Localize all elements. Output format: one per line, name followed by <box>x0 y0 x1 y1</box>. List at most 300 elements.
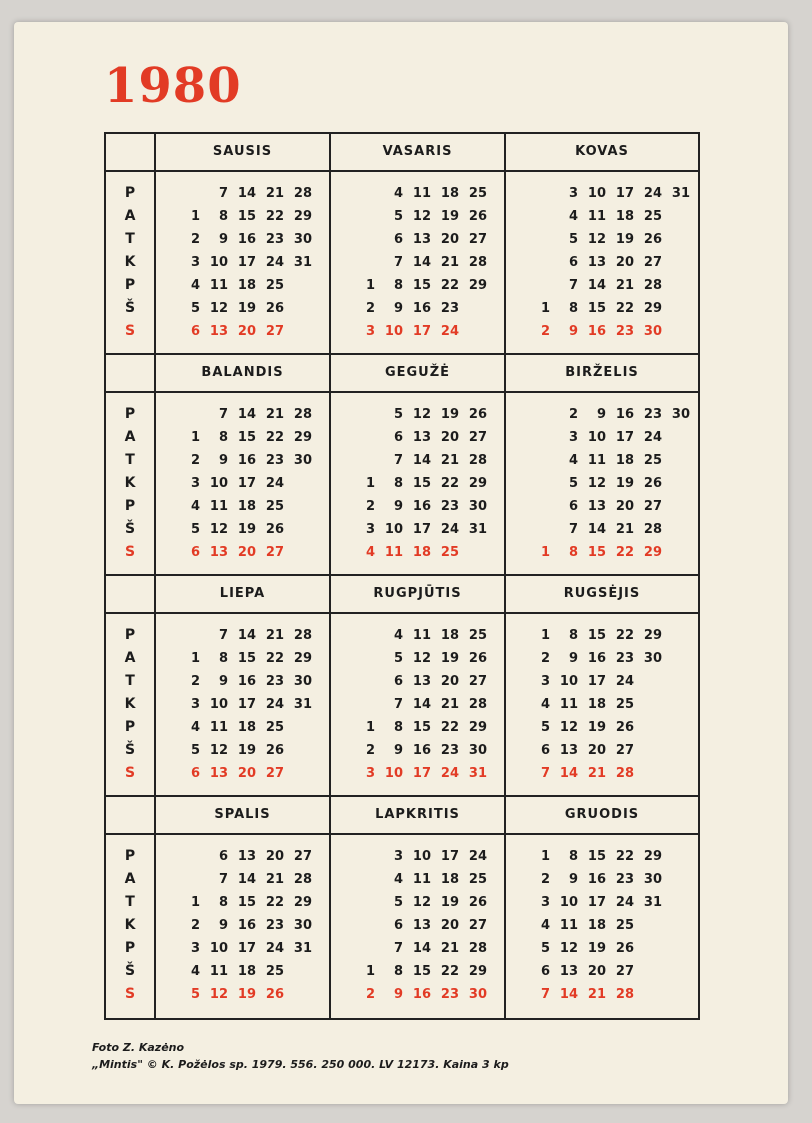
weekday-row <box>172 624 321 647</box>
day-number <box>172 403 200 426</box>
corner-cell <box>106 355 154 393</box>
weekday-letter: T <box>125 894 135 910</box>
weekday-row <box>172 297 321 320</box>
day-number: 20 <box>237 324 256 339</box>
day-number: 17 <box>615 186 634 201</box>
day-number: 1 <box>540 545 550 560</box>
day-number: 18 <box>412 545 431 560</box>
day-number <box>634 983 662 1006</box>
day-number <box>347 205 375 228</box>
day-number: 24 <box>440 522 459 537</box>
day-number: 28 <box>468 255 487 270</box>
day-number: 20 <box>615 255 634 270</box>
day-number: 27 <box>265 766 284 781</box>
day-number: 10 <box>384 766 403 781</box>
day-number: 7 <box>393 255 403 270</box>
day-number: 9 <box>393 743 403 758</box>
day-number: 2 <box>540 872 550 887</box>
day-number: 30 <box>643 872 662 887</box>
day-number: 19 <box>440 651 459 666</box>
day-number: 16 <box>587 872 606 887</box>
day-number: 11 <box>587 209 606 224</box>
day-number: 14 <box>412 453 431 468</box>
month-name: SAUSIS <box>156 134 329 172</box>
weekday-column <box>106 134 156 355</box>
day-number: 8 <box>568 849 578 864</box>
weekday-row <box>347 297 496 320</box>
day-number: 20 <box>440 430 459 445</box>
day-number: 20 <box>587 743 606 758</box>
day-number: 7 <box>540 987 550 1002</box>
day-number: 26 <box>643 232 662 247</box>
corner-cell <box>106 797 154 835</box>
day-number: 28 <box>643 522 662 537</box>
weekday-row <box>522 426 690 449</box>
weekday-letter: A <box>124 429 136 445</box>
day-number: 27 <box>615 964 634 979</box>
day-number: 27 <box>468 430 487 445</box>
day-number: 20 <box>265 849 284 864</box>
day-number: 11 <box>209 499 228 514</box>
day-number: 17 <box>412 766 431 781</box>
weekday-letter: P <box>124 277 136 293</box>
day-number <box>347 624 375 647</box>
day-number: 27 <box>468 232 487 247</box>
day-number: 19 <box>440 209 459 224</box>
day-number <box>347 182 375 205</box>
day-number: 19 <box>237 522 256 537</box>
day-number: 17 <box>440 849 459 864</box>
year-title: 1980 <box>104 58 242 114</box>
day-number: 19 <box>237 987 256 1002</box>
day-number: 17 <box>237 941 256 956</box>
day-number: 12 <box>587 232 606 247</box>
day-number: 3 <box>365 522 375 537</box>
day-number: 8 <box>393 278 403 293</box>
day-number: 25 <box>265 499 284 514</box>
day-number: 23 <box>615 872 634 887</box>
weekday-row <box>172 960 321 983</box>
day-number: 28 <box>468 697 487 712</box>
day-number: 25 <box>265 964 284 979</box>
day-number: 21 <box>265 872 284 887</box>
day-number: 23 <box>440 499 459 514</box>
weekday-row <box>522 274 690 297</box>
day-number: 14 <box>559 766 578 781</box>
day-number: 16 <box>412 499 431 514</box>
day-number: 16 <box>412 987 431 1002</box>
day-number <box>662 228 690 251</box>
day-number: 24 <box>440 766 459 781</box>
day-number: 29 <box>293 895 312 910</box>
day-number: 14 <box>587 522 606 537</box>
day-number: 26 <box>468 651 487 666</box>
day-number: 22 <box>440 476 459 491</box>
day-number <box>634 762 662 785</box>
month-days <box>506 614 698 785</box>
day-number: 17 <box>237 476 256 491</box>
day-number <box>284 762 312 785</box>
day-number: 5 <box>540 941 550 956</box>
weekday-row <box>347 518 496 541</box>
day-number: 6 <box>190 545 200 560</box>
day-number: 13 <box>209 766 228 781</box>
day-number: 30 <box>643 324 662 339</box>
day-number <box>172 624 200 647</box>
weekday-column <box>106 355 156 576</box>
day-number: 8 <box>218 895 228 910</box>
day-number: 30 <box>293 453 312 468</box>
weekday-row <box>172 647 321 670</box>
day-number: 15 <box>587 545 606 560</box>
weekday-row <box>347 403 496 426</box>
day-number: 28 <box>293 872 312 887</box>
month-days <box>156 614 329 785</box>
day-number: 22 <box>265 430 284 445</box>
day-number: 31 <box>293 255 312 270</box>
day-number: 20 <box>440 232 459 247</box>
day-number: 27 <box>468 918 487 933</box>
weekday-row <box>172 403 321 426</box>
weekday-row <box>172 693 321 716</box>
day-number: 16 <box>587 651 606 666</box>
weekday-row <box>172 518 321 541</box>
day-number: 29 <box>468 964 487 979</box>
day-number: 11 <box>587 453 606 468</box>
weekday-letter: P <box>124 719 136 735</box>
day-number <box>347 403 375 426</box>
day-number: 1 <box>190 651 200 666</box>
weekday-row <box>522 182 690 205</box>
day-number: 6 <box>218 849 228 864</box>
day-number: 19 <box>440 407 459 422</box>
day-number <box>522 426 550 449</box>
weekday-letter: Š <box>124 521 136 537</box>
day-number <box>662 205 690 228</box>
day-number <box>284 472 312 495</box>
day-number: 4 <box>190 720 200 735</box>
weekday-letter: A <box>124 650 136 666</box>
month-name: GRUODIS <box>506 797 698 835</box>
day-number: 7 <box>393 697 403 712</box>
weekday-letter: P <box>124 498 136 514</box>
day-number <box>634 739 662 762</box>
weekday-row <box>347 739 496 762</box>
day-number: 25 <box>615 918 634 933</box>
weekday-row <box>172 495 321 518</box>
weekday-row <box>522 320 690 343</box>
day-number: 19 <box>587 941 606 956</box>
day-number: 9 <box>568 324 578 339</box>
weekday-row <box>522 403 690 426</box>
day-number: 10 <box>209 255 228 270</box>
day-number <box>172 868 200 891</box>
day-number: 8 <box>218 430 228 445</box>
day-number: 28 <box>615 766 634 781</box>
day-number: 4 <box>393 628 403 643</box>
day-number: 23 <box>615 324 634 339</box>
day-number <box>284 983 312 1006</box>
day-number <box>284 739 312 762</box>
day-number <box>522 495 550 518</box>
day-number: 1 <box>365 476 375 491</box>
day-number <box>522 274 550 297</box>
day-number: 16 <box>237 918 256 933</box>
day-number: 9 <box>596 407 606 422</box>
day-number: 27 <box>643 499 662 514</box>
day-number: 16 <box>237 453 256 468</box>
day-number: 5 <box>393 407 403 422</box>
weekday-row <box>347 647 496 670</box>
day-number: 10 <box>587 430 606 445</box>
day-number: 16 <box>615 407 634 422</box>
weekday-row <box>347 495 496 518</box>
weekday-row <box>347 472 496 495</box>
day-number: 24 <box>265 941 284 956</box>
weekday-row <box>347 716 496 739</box>
day-number: 12 <box>412 209 431 224</box>
weekday-letter: Š <box>124 963 136 979</box>
day-number: 4 <box>393 186 403 201</box>
day-number: 1 <box>365 278 375 293</box>
day-number: 7 <box>393 941 403 956</box>
month-days <box>331 393 504 564</box>
day-number: 4 <box>540 697 550 712</box>
day-number: 21 <box>440 697 459 712</box>
weekday-row <box>347 541 496 564</box>
photo-credit: Foto Z. Kazėno <box>92 1041 185 1054</box>
day-number <box>347 647 375 670</box>
day-number: 18 <box>440 872 459 887</box>
day-number: 30 <box>671 407 690 422</box>
day-number <box>662 472 690 495</box>
day-number <box>284 716 312 739</box>
month-name: RUGSĖJIS <box>506 576 698 614</box>
day-number <box>634 937 662 960</box>
day-number: 23 <box>440 301 459 316</box>
day-number <box>284 297 312 320</box>
month-name: SPALIS <box>156 797 329 835</box>
day-number: 26 <box>468 407 487 422</box>
day-number: 3 <box>190 476 200 491</box>
day-number: 16 <box>237 674 256 689</box>
weekday-row <box>522 251 690 274</box>
day-number: 3 <box>190 941 200 956</box>
day-number <box>634 716 662 739</box>
month-name: LAPKRITIS <box>331 797 504 835</box>
day-number: 9 <box>393 987 403 1002</box>
day-number: 9 <box>218 918 228 933</box>
weekday-row <box>347 868 496 891</box>
day-number: 6 <box>540 964 550 979</box>
day-number: 14 <box>412 255 431 270</box>
day-number: 16 <box>412 301 431 316</box>
day-number: 7 <box>218 872 228 887</box>
weekday-letter: P <box>124 406 136 422</box>
day-number: 24 <box>643 430 662 445</box>
day-number: 23 <box>265 232 284 247</box>
day-number: 20 <box>237 766 256 781</box>
month-block <box>156 797 331 1018</box>
day-number: 17 <box>587 674 606 689</box>
day-number: 25 <box>265 720 284 735</box>
day-number: 24 <box>265 697 284 712</box>
day-number: 3 <box>540 895 550 910</box>
weekday-row <box>172 228 321 251</box>
day-number: 18 <box>237 720 256 735</box>
weekday-letter: S <box>124 544 136 560</box>
day-number: 21 <box>440 453 459 468</box>
day-number <box>459 320 487 343</box>
day-number <box>347 845 375 868</box>
day-number: 15 <box>237 209 256 224</box>
day-number: 19 <box>440 895 459 910</box>
day-number: 5 <box>190 987 200 1002</box>
weekday-row <box>172 739 321 762</box>
day-number: 25 <box>265 278 284 293</box>
day-number: 26 <box>468 209 487 224</box>
day-number: 13 <box>412 232 431 247</box>
day-number: 29 <box>643 545 662 560</box>
day-number: 22 <box>615 849 634 864</box>
day-number: 31 <box>293 697 312 712</box>
month-block <box>331 576 506 797</box>
day-number: 13 <box>412 430 431 445</box>
day-number: 3 <box>190 697 200 712</box>
day-number: 10 <box>412 849 431 864</box>
day-number: 18 <box>587 697 606 712</box>
month-days <box>156 172 329 343</box>
weekday-row <box>522 868 690 891</box>
day-number: 26 <box>265 743 284 758</box>
weekday-row <box>172 449 321 472</box>
day-number: 21 <box>440 941 459 956</box>
day-number: 5 <box>190 743 200 758</box>
day-number: 10 <box>209 476 228 491</box>
weekday-row <box>347 449 496 472</box>
day-number: 26 <box>615 720 634 735</box>
day-number: 2 <box>365 301 375 316</box>
day-number: 5 <box>393 209 403 224</box>
month-block <box>506 355 698 576</box>
day-number: 8 <box>568 545 578 560</box>
weekday-letter: P <box>124 848 136 864</box>
day-number: 28 <box>293 186 312 201</box>
day-number: 21 <box>265 407 284 422</box>
day-number: 10 <box>559 895 578 910</box>
day-number <box>172 182 200 205</box>
day-number: 26 <box>615 941 634 956</box>
day-number: 10 <box>559 674 578 689</box>
day-number: 3 <box>190 255 200 270</box>
weekday-letter: K <box>124 475 136 491</box>
day-number: 15 <box>587 849 606 864</box>
day-number <box>347 670 375 693</box>
day-number: 8 <box>393 720 403 735</box>
weekday-row <box>522 449 690 472</box>
day-number: 25 <box>440 545 459 560</box>
day-number: 5 <box>540 720 550 735</box>
day-number: 11 <box>412 186 431 201</box>
day-number: 12 <box>559 720 578 735</box>
day-number <box>522 182 550 205</box>
day-number: 8 <box>393 476 403 491</box>
day-number: 18 <box>440 628 459 643</box>
day-number: 16 <box>237 232 256 247</box>
day-number: 10 <box>587 186 606 201</box>
weekday-letter: T <box>125 673 135 689</box>
weekday-letter: P <box>124 940 136 956</box>
day-number: 16 <box>412 743 431 758</box>
day-number: 3 <box>568 186 578 201</box>
day-number: 25 <box>468 872 487 887</box>
day-number: 13 <box>587 255 606 270</box>
day-number: 1 <box>190 430 200 445</box>
day-number <box>459 297 487 320</box>
day-number: 25 <box>468 186 487 201</box>
month-block <box>331 134 506 355</box>
day-number: 28 <box>615 987 634 1002</box>
day-number: 15 <box>412 720 431 735</box>
day-number: 7 <box>568 522 578 537</box>
day-number: 3 <box>393 849 403 864</box>
weekday-letter: K <box>124 917 136 933</box>
day-number: 27 <box>293 849 312 864</box>
day-number: 29 <box>468 476 487 491</box>
day-number: 12 <box>412 895 431 910</box>
weekday-row <box>172 426 321 449</box>
day-number: 4 <box>190 964 200 979</box>
day-number: 29 <box>643 849 662 864</box>
day-number <box>522 403 550 426</box>
day-number: 14 <box>237 407 256 422</box>
weekday-row <box>522 983 690 1006</box>
day-number: 26 <box>265 987 284 1002</box>
month-name: LIEPA <box>156 576 329 614</box>
day-number: 24 <box>265 476 284 491</box>
month-block <box>331 355 506 576</box>
weekday-letter: Š <box>124 742 136 758</box>
day-number: 21 <box>265 628 284 643</box>
day-number: 25 <box>615 697 634 712</box>
day-number <box>662 297 690 320</box>
day-number <box>347 914 375 937</box>
weekday-row <box>522 647 690 670</box>
day-number: 2 <box>540 324 550 339</box>
day-number: 18 <box>587 918 606 933</box>
day-number: 10 <box>209 697 228 712</box>
day-number: 6 <box>540 743 550 758</box>
day-number: 22 <box>440 964 459 979</box>
day-number: 15 <box>412 476 431 491</box>
day-number: 1 <box>540 628 550 643</box>
month-block <box>506 797 698 1018</box>
calendar-grid <box>104 132 700 1020</box>
day-number: 25 <box>468 628 487 643</box>
day-number <box>284 274 312 297</box>
day-number: 23 <box>265 918 284 933</box>
day-number: 4 <box>568 209 578 224</box>
weekday-letter: Š <box>124 300 136 316</box>
day-number: 12 <box>559 941 578 956</box>
day-number: 30 <box>293 918 312 933</box>
weekday-row <box>347 693 496 716</box>
weekday-row <box>347 624 496 647</box>
day-number <box>347 891 375 914</box>
day-number: 13 <box>559 964 578 979</box>
corner-cell <box>106 576 154 614</box>
day-number: 8 <box>218 209 228 224</box>
